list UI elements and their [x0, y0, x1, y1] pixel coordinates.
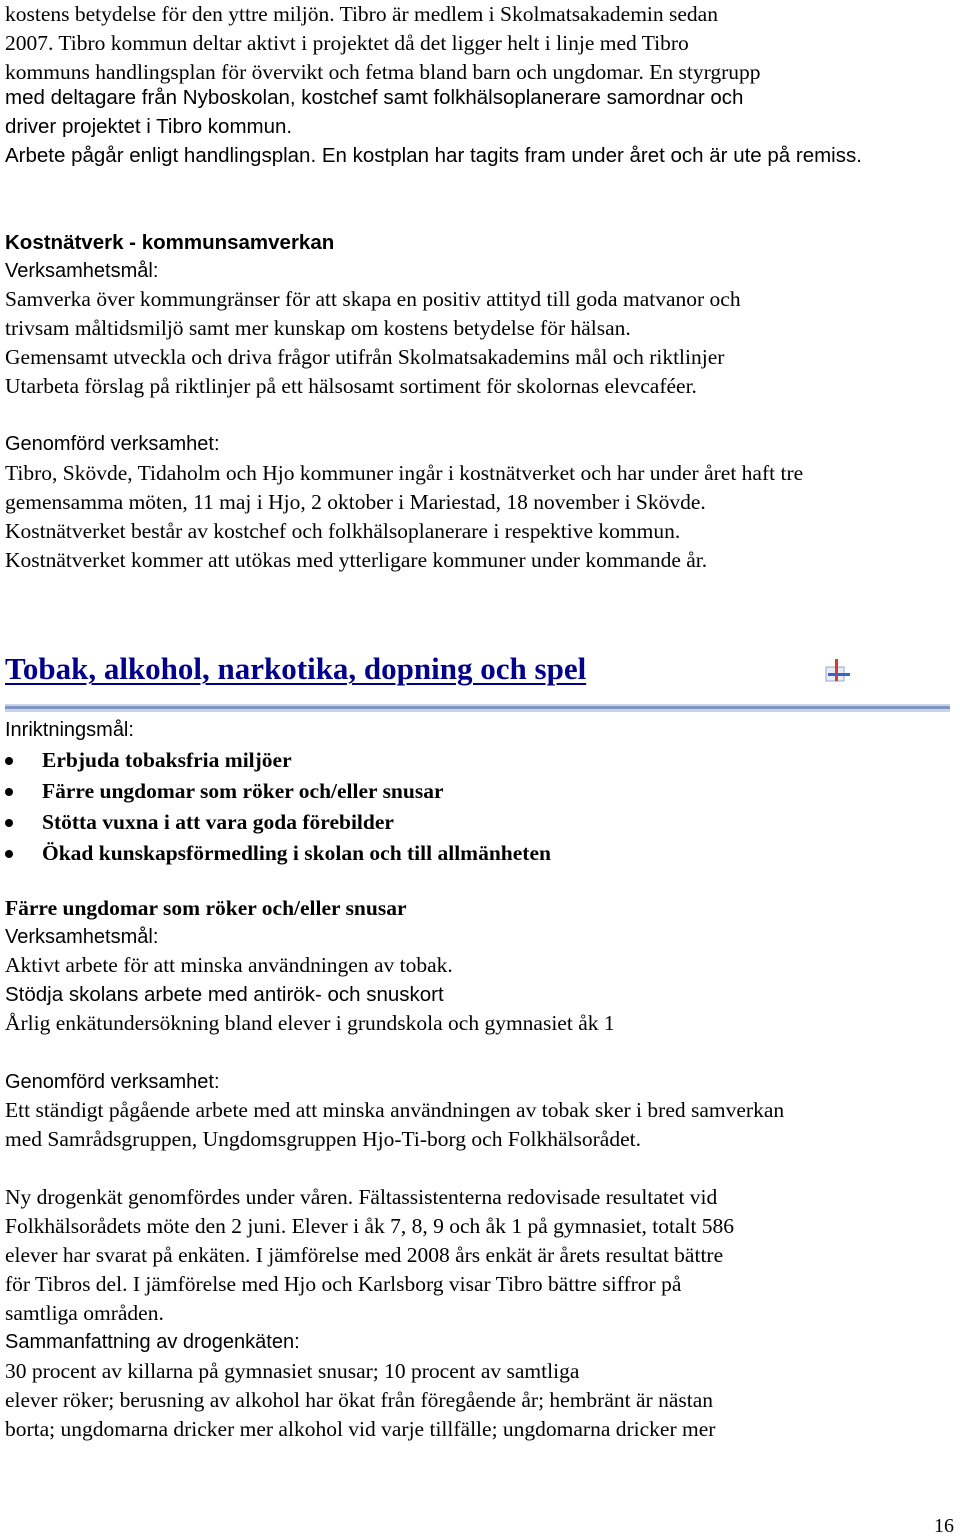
intro-line: kostens betydelse för den yttre miljön. Tibro är medlem i Skolmatsakademin sedan: [5, 2, 718, 26]
bullet-text: Ökad kunskapsförmedling i skolan och till allmänheten: [42, 841, 551, 865]
goal-line: Gemensamt utveckla och driva frågor utifrån Skolmatsakademins mål och riktlinjer: [5, 345, 725, 369]
bullet-icon: [5, 819, 13, 827]
direction-label: Inriktningsmål:: [5, 719, 134, 741]
intro-line: 2007. Tibro kommun deltar aktivt i projektet då det ligger helt i linje med Tibro: [5, 31, 689, 55]
survey-line: för Tibros del. I jämförelse med Hjo och Karlsborg visar Tibro bättre siffror på: [5, 1272, 682, 1296]
bullet-icon: [5, 757, 13, 765]
done-line: gemensamma möten, 11 maj i Hjo, 2 oktober i Mariestad, 18 november i Skövde.: [5, 490, 706, 514]
intro-line: Arbete pågår enligt handlingsplan. En kostplan har tagits fram under året och är ute på remiss.: [5, 144, 862, 167]
goal-bullet-list: [5, 745, 551, 869]
bullet-icon: [5, 788, 13, 796]
summary-label: Sammanfattning av drogenkäten:: [5, 1331, 300, 1353]
list-item: [5, 807, 551, 838]
section-divider: [5, 701, 950, 715]
kostnatverk-goal-label: Verksamhetsmål:: [5, 260, 159, 282]
intro-paragraph-sans: [5, 83, 955, 170]
done-line: Ett ständigt pågående arbete med att minska användningen av tobak sker i bred samverkan: [5, 1098, 785, 1122]
goal-line: Utarbeta förslag på riktlinjer på ett hälsosamt sortiment för skolornas elevcaféer.: [5, 374, 697, 398]
survey-paragraph: [5, 1183, 955, 1328]
survey-line: Ny drogenkät genomfördes under våren. Fältassistenterna redovisade resultatet vid: [5, 1185, 718, 1209]
tobak-done-text: [5, 1096, 955, 1154]
goal-line: Stödja skolans arbete med antirök- och snuskort: [5, 983, 444, 1006]
page-number: 16: [934, 1515, 954, 1537]
subsection-title: Färre ungdomar som röker och/eller snusar: [5, 896, 407, 920]
bullet-text: Stötta vuxna i att vara goda förebilder: [42, 810, 394, 834]
summary-line: borta; ungdomarna dricker mer alkohol vid varje tillfälle; ungdomarna dricker mer: [5, 1417, 716, 1441]
summary-paragraph: [5, 1357, 955, 1444]
kostnatverk-title: Kostnätverk - kommunsamverkan: [5, 231, 335, 254]
tobak-goal-label: Verksamhetsmål:: [5, 926, 159, 948]
done-line: Tibro, Skövde, Tidaholm och Hjo kommuner ingår i kostnätverket och har under året haft tre: [5, 461, 804, 485]
kostnatverk-goal-text: [5, 285, 955, 401]
bullet-text: Erbjuda tobaksfria miljöer: [42, 748, 292, 772]
done-line: Kostnätverket består av kostchef och folkhälsoplanerare i respektive kommun.: [5, 519, 681, 543]
intro-line: driver projektet i Tibro kommun.: [5, 115, 293, 138]
survey-line: Folkhälsorådets möte den 2 juni. Elever i åk 7, 8, 9 och åk 1 på gymnasiet, totalt 586: [5, 1214, 735, 1238]
summary-line: elever röker; berusning av alkohol har ökat från föregående år; hembränt är nästan: [5, 1388, 713, 1412]
tobak-done-label: Genomförd verksamhet:: [5, 1071, 220, 1093]
done-line: med Samrådsgruppen, Ungdomsgruppen Hjo-Ti-borg och Folkhälsorådet.: [5, 1127, 641, 1151]
summary-line: 30 procent av killarna på gymnasiet snusar; 10 procent av samtliga: [5, 1359, 580, 1383]
document-icon: [822, 657, 852, 687]
section-heading: Tobak, alkohol, narkotika, dopning och spel: [5, 651, 587, 686]
intro-line: kommuns handlingsplan för övervikt och fetma bland barn och ungdomar. En styrgrupp: [5, 60, 761, 84]
kostnatverk-done-label: Genomförd verksamhet:: [5, 433, 220, 455]
list-item: [5, 838, 551, 869]
intro-paragraph: [5, 0, 955, 87]
list-item: [5, 745, 551, 776]
tobak-goal-text: [5, 951, 955, 1038]
bullet-icon: [5, 850, 13, 858]
intro-line: med deltagare från Nyboskolan, kostchef samt folkhälsoplanerare samordnar och: [5, 86, 744, 109]
survey-line: samtliga områden.: [5, 1301, 164, 1325]
goal-line: Aktivt arbete för att minska användningen av tobak.: [5, 953, 453, 977]
goal-line: Årlig enkätundersökning bland elever i grundskola och gymnasiet åk 1: [5, 1011, 615, 1035]
done-line: Kostnätverket kommer att utökas med ytterligare kommuner under kommande år.: [5, 548, 708, 572]
survey-line: elever har svarat på enkäten. I jämförelse med 2008 års enkät är årets resultat bättre: [5, 1243, 724, 1267]
bullet-text: Färre ungdomar som röker och/eller snusar: [42, 779, 444, 803]
list-item: [5, 776, 551, 807]
goal-line: trivsam måltidsmiljö samt mer kunskap om kostens betydelse för hälsan.: [5, 316, 631, 340]
kostnatverk-done-text: [5, 459, 955, 575]
goal-line: Samverka över kommungränser för att skapa en positiv attityd till goda matvanor och: [5, 287, 741, 311]
